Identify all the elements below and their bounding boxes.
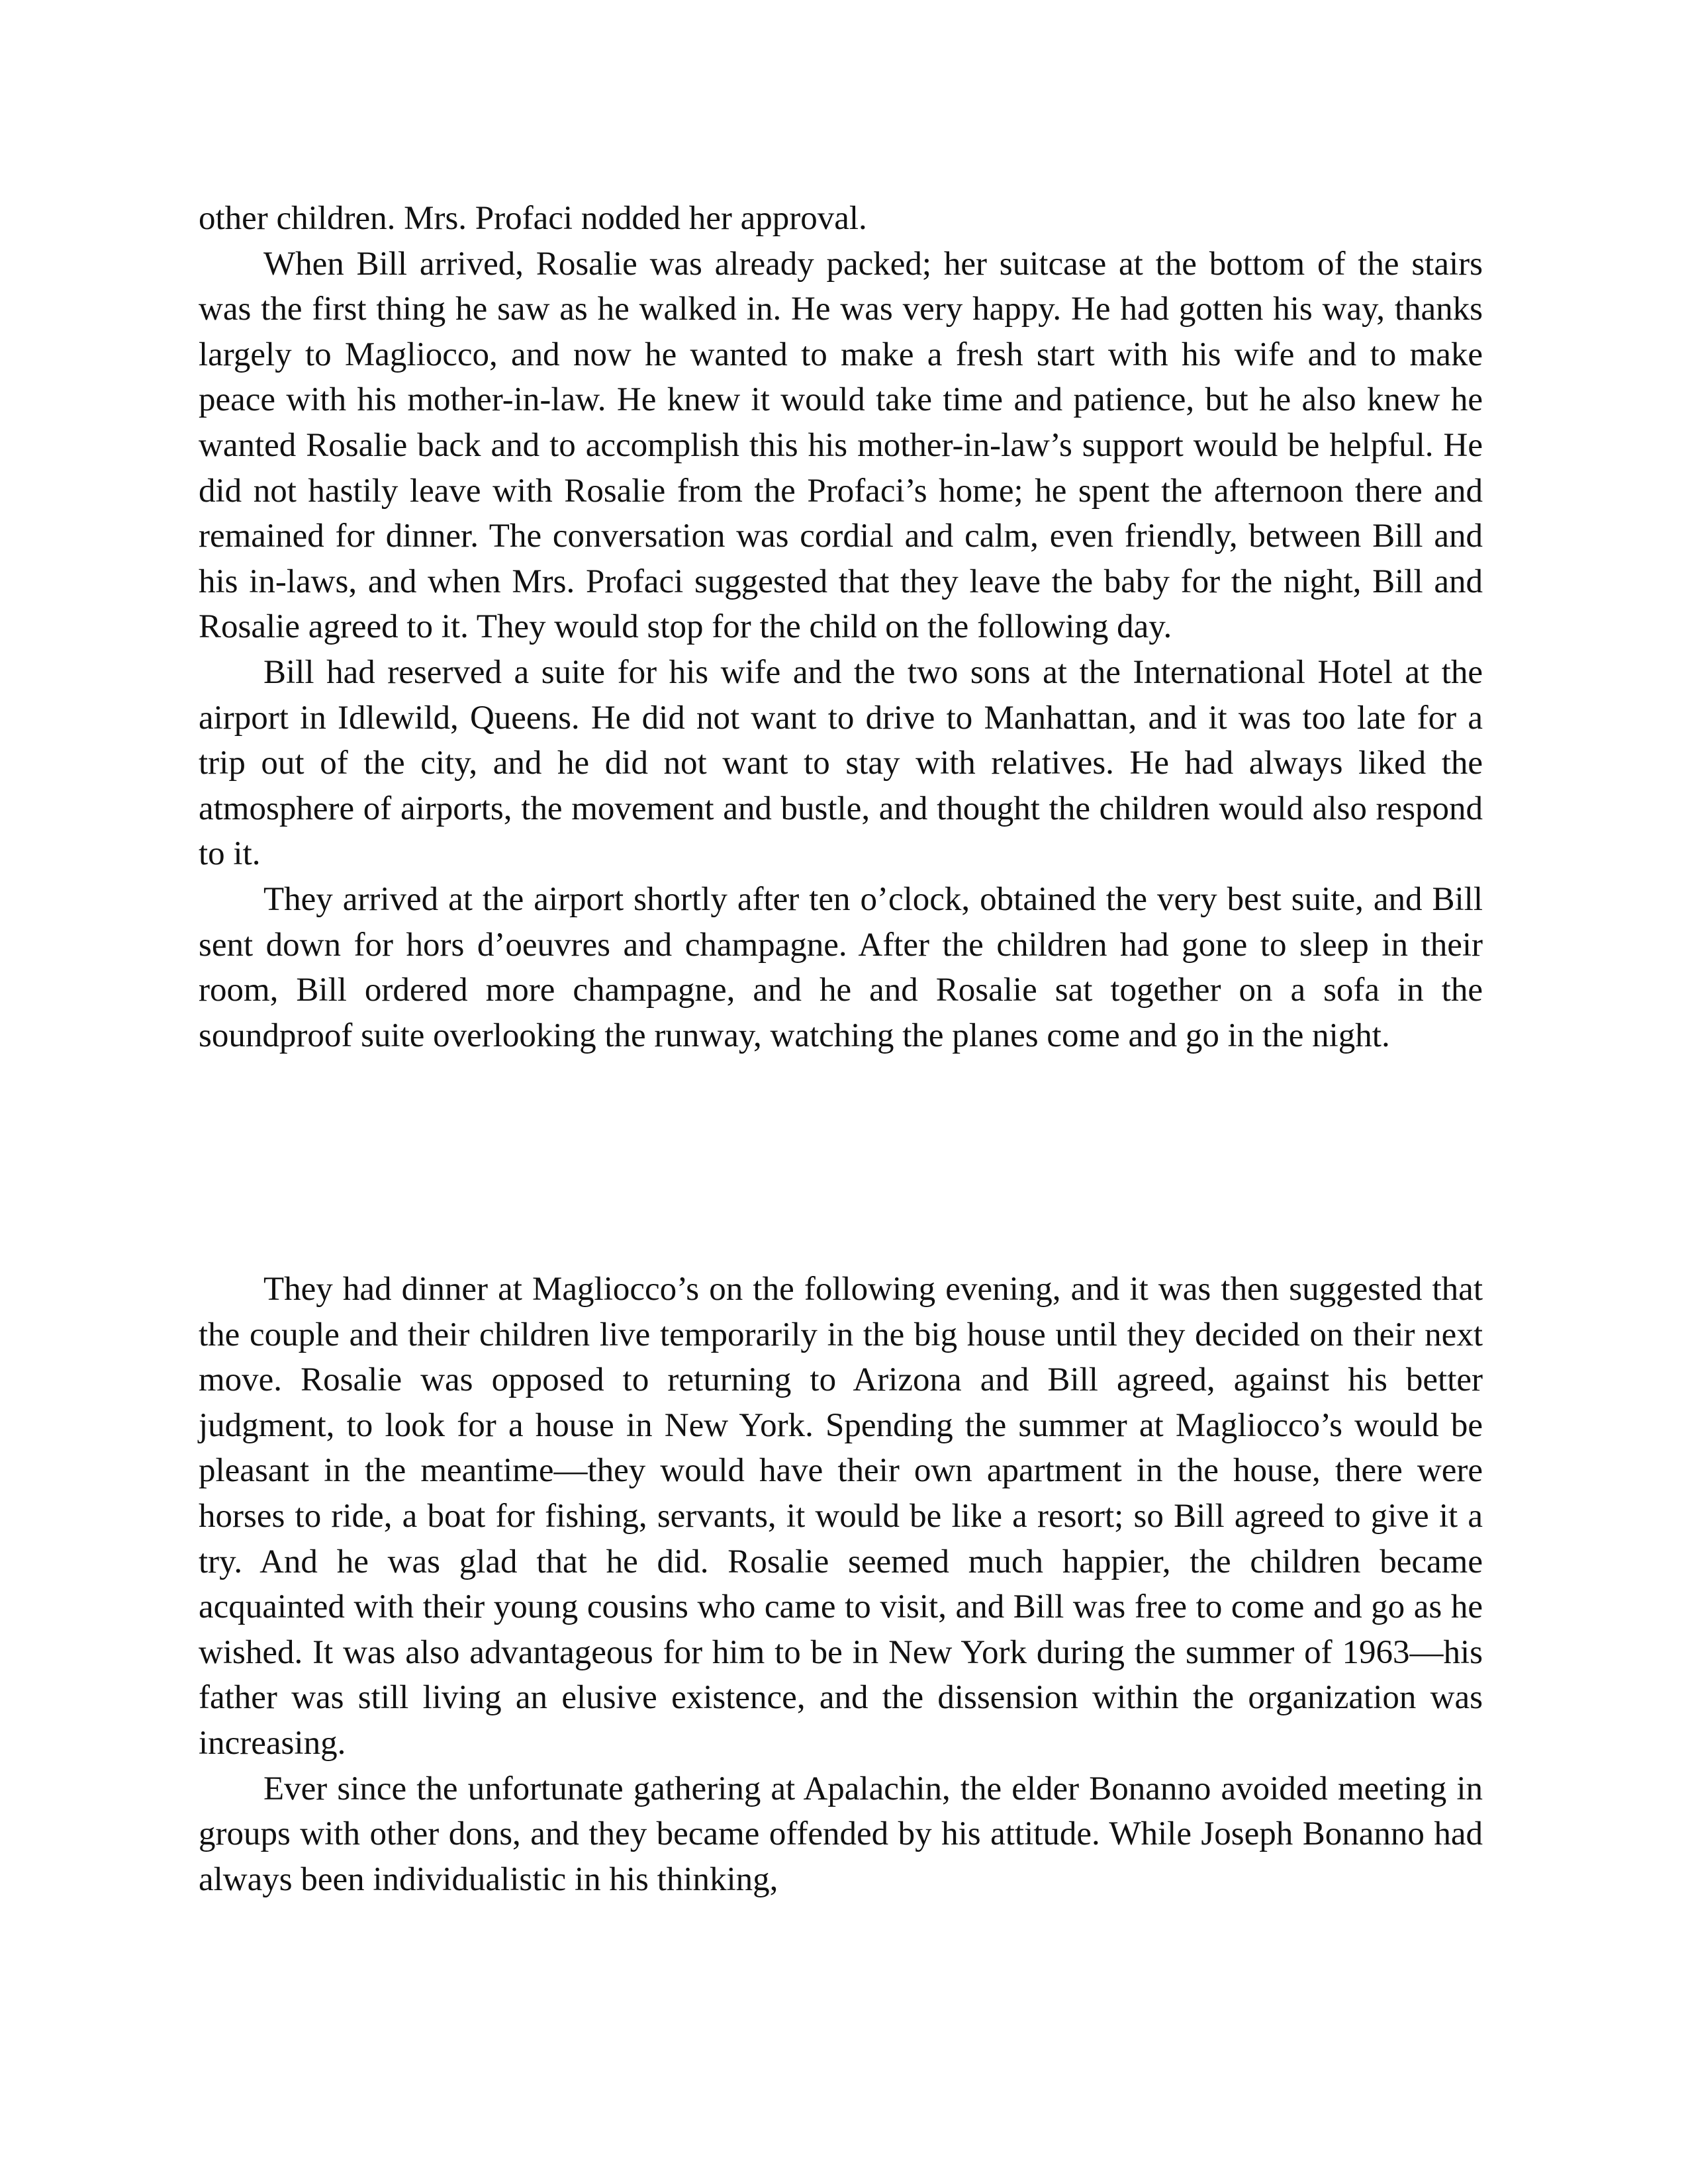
text-section-2: [199, 1267, 1483, 1902]
text-section-1: [199, 196, 1483, 1058]
paragraph: Bill had reserved a suite for his wife and the two sons at the International Hotel at the airport in Idlewild, Queens. He did not want to drive to Manhattan, and it was too late for a trip out of the city, and he did not want to stay with relatives. He had always liked the atmosphere of airports, the movement and bustle, and thought the children would also respond to it.: [199, 653, 1483, 873]
paragraph: Ever since the unfortunate gathering at Apalachin, the elder Bonanno avoided meeting in groups with other dons, and they became offended by his attitude. While Joseph Bonanno had always been individualistic in his thinking,: [199, 1770, 1483, 1898]
paragraph: They had dinner at Magliocco’s on the following evening, and it was then suggested that the couple and their children live temporarily in the big house until they decided on their next move. Rosalie was opposed to returning to Arizona and Bill agreed, against his better judgment, to look for a house in New York. Spending the summer at Magliocco’s would be pleasant in the meantime—they would have their own apartment in the house, there were horses to ride, a boat for fishing, servants, it would be like a resort; so Bill agreed to give it a try. And he was glad that he did. Rosalie seemed much happier, the children became acquainted with their young cousins who came to visit, and Bill was free to come and go as he wished. It was also advantageous for him to be in New York during the summer of 1963—his father was still living an elusive existence, and the dissension within the organization was increasing.: [199, 1271, 1483, 1762]
paragraph: They arrived at the airport shortly after ten o’clock, obtained the very best suite, and Bill sent down for hors d’oeuvres and champagne. After the children had gone to sleep in their room, Bill ordered more champagne, and he and Rosalie sat together on a sofa in the soundproof suite overlooking the runway, watching the planes come and go in the night.: [199, 880, 1483, 1054]
paragraph: When Bill arrived, Rosalie was already packed; her suitcase at the bottom of the stairs was the first thing he saw as he walked in. He was very happy. He had gotten his way, thanks largely to Magliocco, and now he wanted to make a fresh start with his wife and to make peace with his mother-in-law. He knew it would take time and patience, but he also knew he wanted Rosalie back and to accomplish this his mother-in-law’s support would be helpful. He did not hastily leave with Rosalie from the Profaci’s home; he spent the afternoon there and remained for dinner. The conversation was cordial and calm, even friendly, between Bill and his in-laws, and when Mrs. Profaci suggested that they leave the baby for the night, Bill and Rosalie agreed to it. They would stop for the child on the following day.: [199, 245, 1483, 646]
paragraph-continuation: other children. Mrs. Profaci nodded her approval.: [199, 200, 867, 237]
